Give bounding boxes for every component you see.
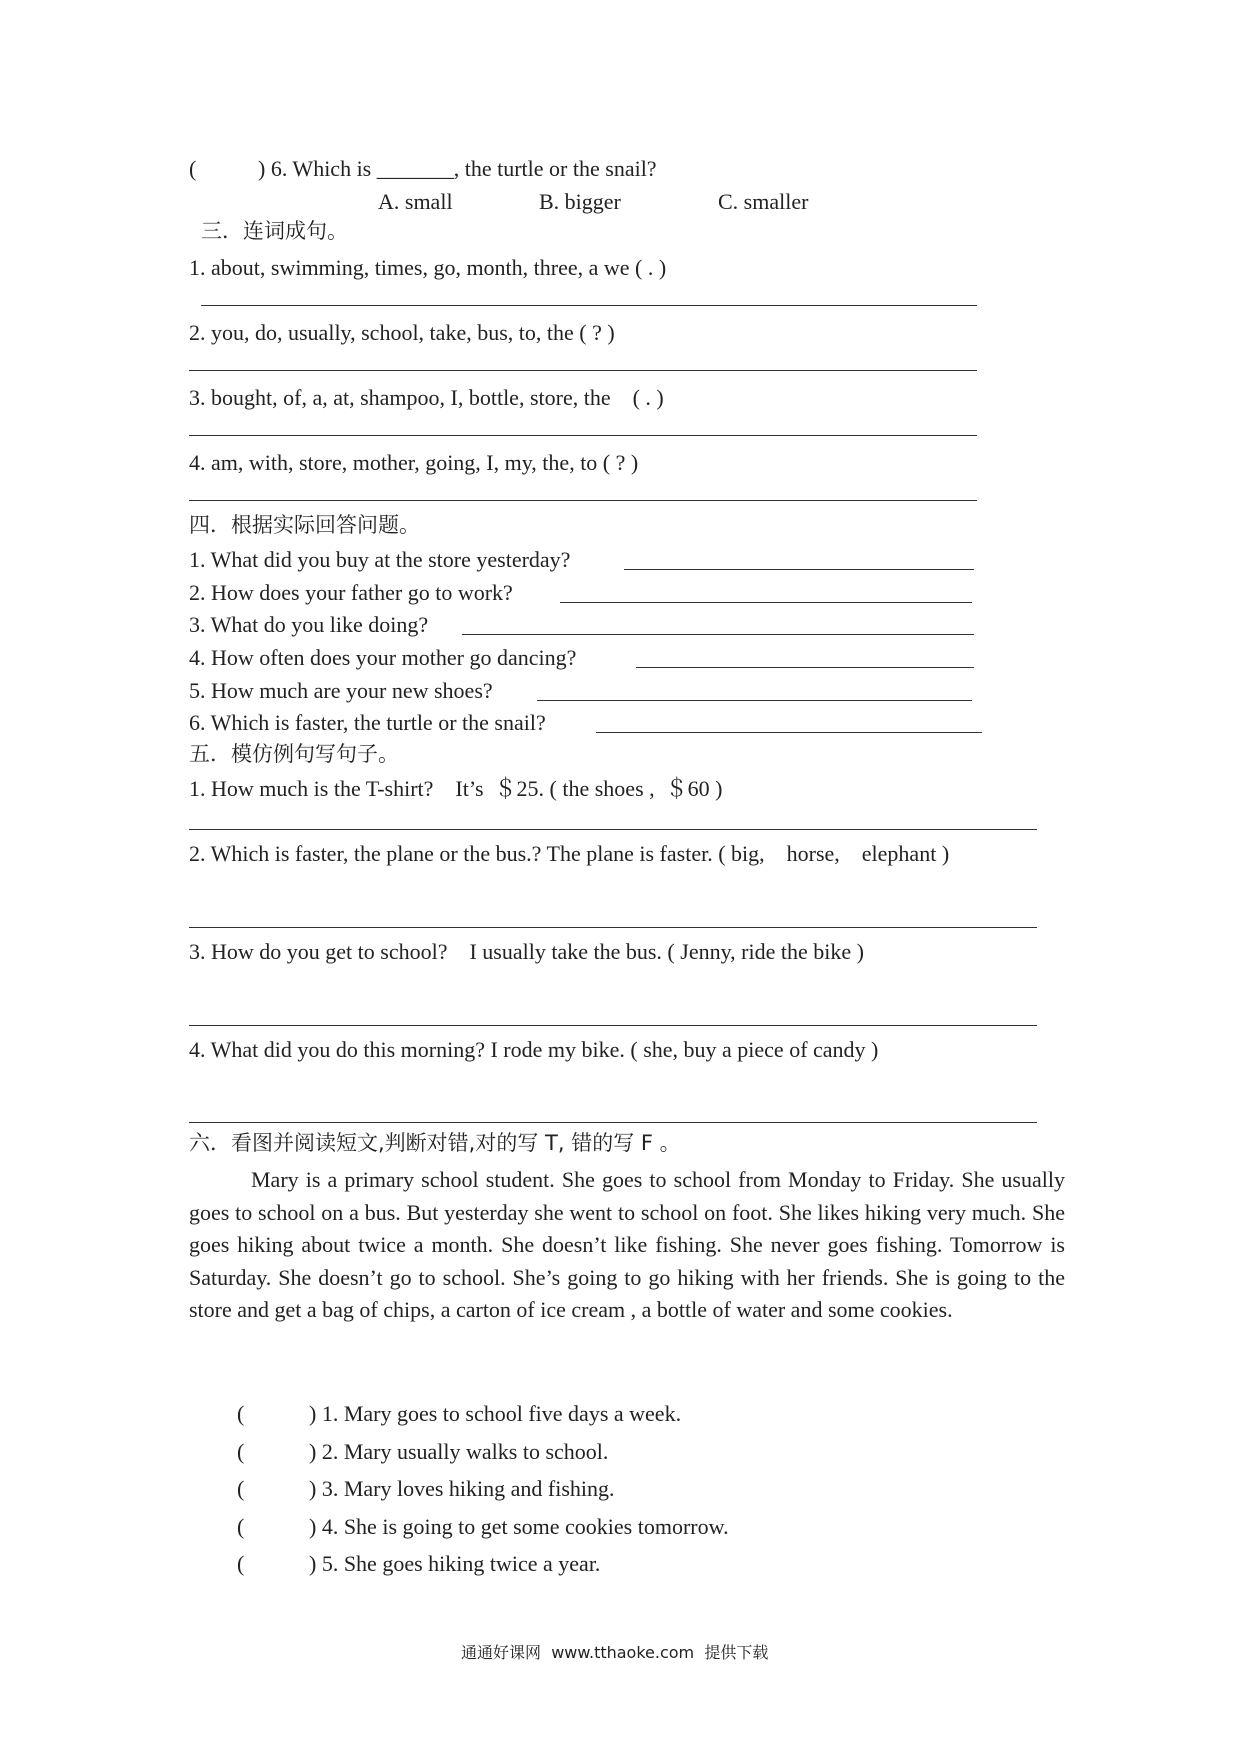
tf-paren[interactable]: ( — [237, 1551, 245, 1576]
answer-line[interactable] — [189, 829, 1037, 830]
tf-paren[interactable]: ( — [237, 1514, 245, 1539]
answer-line[interactable] — [189, 1025, 1037, 1026]
tf-item-5: ) 5. She goes hiking twice a year. — [309, 1551, 601, 1576]
passage-text: Mary is a primary school student. She goes to school from Monday to Friday. She usually goes to school on a bus. But yesterday she went to school on foot. She likes hiking very much. She goes hiking about twice a month. She doesn’t like fishing. She never goes fishing. Tomorrow is Saturday. She doesn’t go to school. She’s going to go hiking with her friends. She is going to the store and get a bag of chips, a carton of ice cream , a bottle of water and some cookies. — [189, 1167, 1065, 1323]
q6-option-b: B. bigger — [539, 189, 621, 214]
tf-item-2: ) 2. Mary usually walks to school. — [309, 1439, 609, 1464]
tf-item-1: ) 1. Mary goes to school five days a week. — [309, 1401, 682, 1426]
answer-line[interactable] — [189, 435, 977, 436]
section-6-title: 六．看图并阅读短文,判断对错,对的写 T, 错的写 F 。 — [189, 1131, 681, 1155]
section-4-item-2: 2. How does your father go to work? — [189, 580, 513, 605]
tf-paren[interactable]: ( — [237, 1476, 245, 1501]
section-4-item-4: 4. How often does your mother go dancing? — [189, 645, 577, 670]
section-3-title: 三．连词成句。 — [201, 219, 348, 243]
answer-line[interactable] — [189, 927, 1037, 928]
footer-url[interactable]: www.tthaoke.com — [551, 1643, 695, 1662]
answer-line[interactable] — [189, 500, 977, 501]
answer-line[interactable] — [624, 569, 974, 570]
section-5-item-4: 4. What did you do this morning? I rode my bike. ( she, buy a piece of candy ) — [189, 1037, 879, 1062]
answer-line[interactable] — [189, 370, 977, 371]
answer-line[interactable] — [201, 305, 977, 306]
section-4-item-6: 6. Which is faster, the turtle or the snail? — [189, 710, 546, 735]
section-5-title: 五．模仿例句写句子。 — [189, 742, 399, 766]
section-4-item-1: 1. What did you buy at the store yesterday? — [189, 547, 571, 572]
q6-question: ) 6. Which is _______, the turtle or the snail? — [258, 156, 657, 181]
section-3-item-3: 3. bought, of, a, at, shampoo, I, bottle, store, the ( . ) — [189, 385, 664, 410]
section-3-item-1: 1. about, swimming, times, go, month, three, a we ( . ) — [189, 255, 667, 280]
tf-item-4: ) 4. She is going to get some cookies tomorrow. — [309, 1514, 729, 1539]
q6-paren: ( — [189, 156, 197, 181]
q6-option-a: A. small — [378, 189, 453, 214]
footer-suffix: 提供下载 — [704, 1643, 769, 1662]
answer-line[interactable] — [189, 1122, 1037, 1123]
section-5-item-3: 3. How do you get to school? I usually take the bus. ( Jenny, ride the bike ) — [189, 939, 864, 964]
section-3-item-4: 4. am, with, store, mother, going, I, my, the, to ( ? ) — [189, 450, 639, 475]
section-5-item-1: 1. How much is the T-shirt? It’s ＄25. ( the shoes , ＄60 ) — [189, 776, 723, 801]
tf-item-3: ) 3. Mary loves hiking and fishing. — [309, 1476, 615, 1501]
section-4-item-3: 3. What do you like doing? — [189, 612, 429, 637]
section-3-item-2: 2. you, do, usually, school, take, bus, to, the ( ? ) — [189, 320, 615, 345]
section-5-item-2: 2. Which is faster, the plane or the bus.? The plane is faster. ( big, horse, elephant ) — [189, 841, 950, 866]
footer-site-name: 通通好课网 — [461, 1643, 542, 1662]
section-4-item-5: 5. How much are your new shoes? — [189, 678, 493, 703]
answer-line[interactable] — [560, 602, 972, 603]
answer-line[interactable] — [596, 732, 982, 733]
tf-paren[interactable]: ( — [237, 1401, 245, 1426]
answer-line[interactable] — [462, 634, 974, 635]
q6-option-c: C. smaller — [718, 189, 809, 214]
answer-line[interactable] — [537, 700, 972, 701]
answer-line[interactable] — [636, 667, 974, 668]
tf-paren[interactable]: ( — [237, 1439, 245, 1464]
reading-passage — [189, 1164, 1065, 1327]
footer — [461, 1645, 768, 1661]
section-4-title: 四．根据实际回答问题。 — [189, 513, 420, 537]
